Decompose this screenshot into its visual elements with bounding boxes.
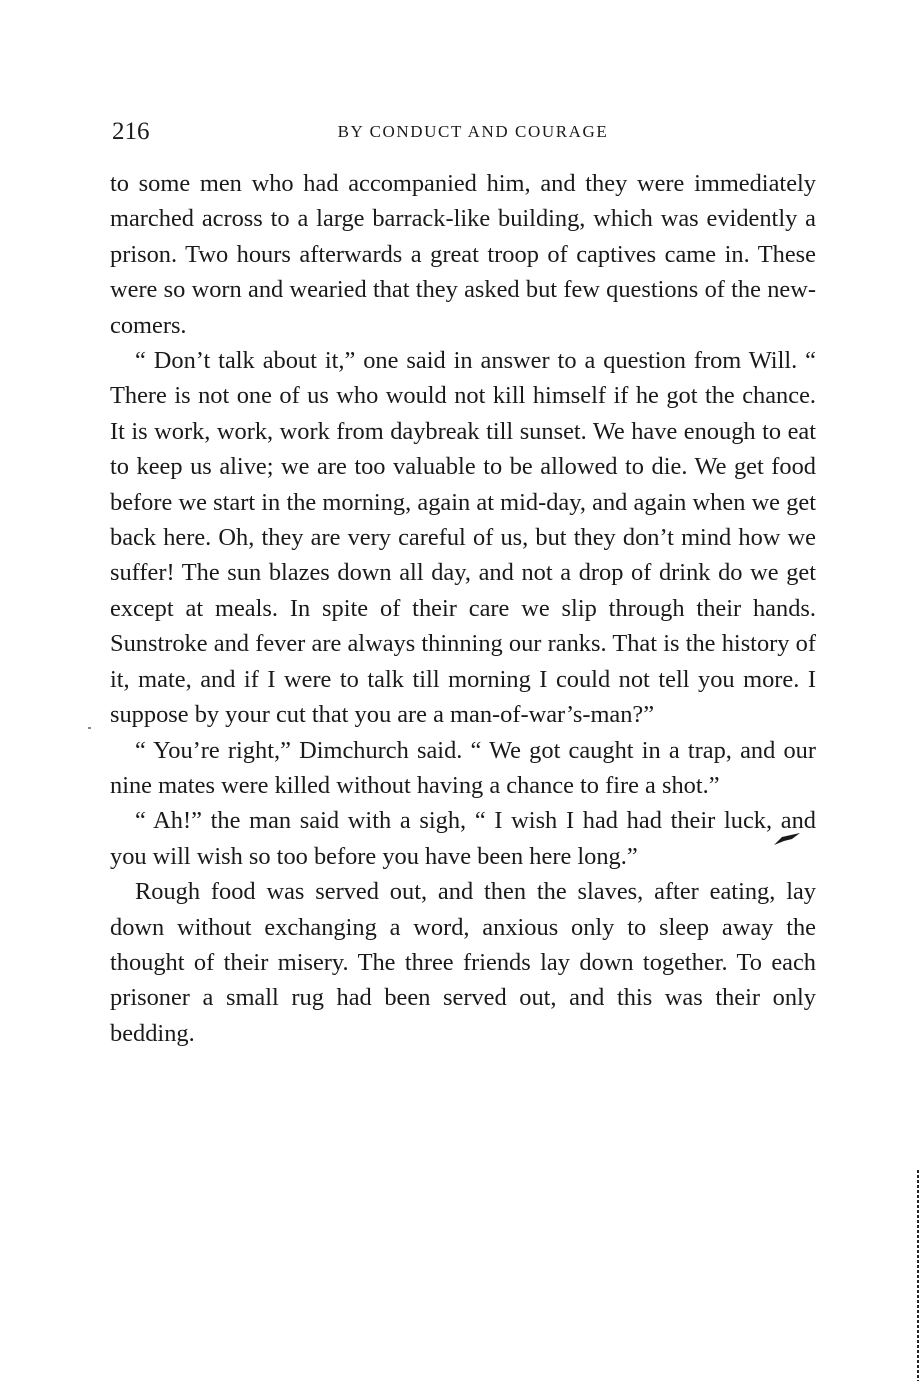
scan-edge-line — [917, 1170, 919, 1381]
scan-speck — [88, 727, 91, 729]
body-text — [110, 166, 816, 1051]
page-number: 216 — [112, 118, 150, 145]
page-header — [112, 114, 816, 150]
paragraph-3: “ You’re right,” Dimchurch said. “ We got caught in a trap, and our nine mates were killed without having a chance to fire a shot.” — [110, 736, 816, 799]
paragraph-5: Rough food was served out, and then the slaves, after eating, lay down without exchanging a word, anxious only to sleep away the thought of their misery. The three friends lay down together. To each prisoner a small rug had been served out, and this was their only bedding. — [110, 878, 816, 1047]
paragraph-1: to some men who had accompanied him, and they were immediately marched across to a large barrack-like building, which was evidently a prison. Two hours afterwards a great troop of captives came in. These were so worn and wearied that they asked but few questions of the new-comers. — [110, 170, 816, 339]
ink-blot-mark — [772, 831, 802, 847]
running-title: BY CONDUCT AND COURAGE — [337, 122, 609, 141]
paragraph-2: “ Don’t talk about it,” one said in answer to a question from Will. “ There is not one of us who would not kill himself if he got the chance. It is work, work, work from daybreak till sunset. We have enough to eat to keep us alive; we are too valuable to be allowed to die. We get food before we start in the morning, again at mid-day, and again when we get back here. Oh, they are very careful of us, but they don’t mind how we suffer! The sun blazes down all day, and not a drop of drink do we get except at meals. In spite of their care we slip through their hands. Sunstroke and fever are always thinning our ranks. That is the history of it, mate, and if I were to talk till morning I could not tell you more. I suppose by your cut that you are a man-of-war’s-man?” — [110, 347, 816, 729]
paragraph-4: “ Ah!” the man said with a sigh, “ I wish I had had their luck, and you will wish so too before you have been here long.” — [110, 807, 816, 870]
